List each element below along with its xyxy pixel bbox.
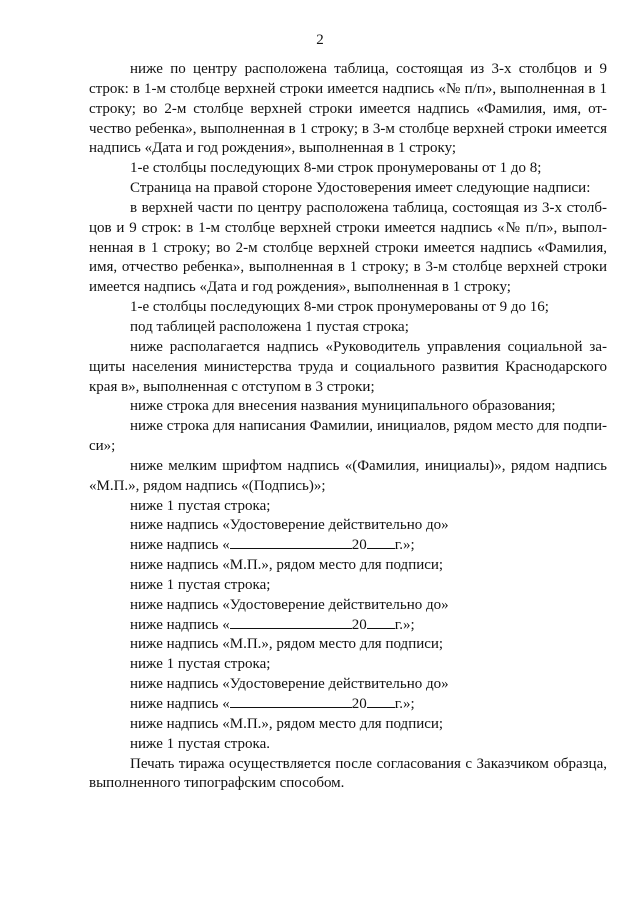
paragraph: 1-е столбцы последующих 8-ми строк пронумерованы от 1 до 8;: [130, 160, 542, 177]
date-blank: [230, 695, 352, 708]
paragraph: ниже надпись «М.П.», рядом место для подписи;: [130, 636, 444, 653]
date-blank: [367, 695, 395, 708]
paragraph: ниже по центру расположена таблица, состоящая из 3-х столбцов и 9 строк: в 1-м столбце верхней строки имеется надпись «№ п/п», выполненная в 1 строку; во 2-м столбце верхней строки имеется надпись «Фамилия, имя, отчество ребенка», выполненная в 1 строку; в 3-м столбце верхней строки имеется надпись «Дата и год рождения», выполненная в 1 строку;: [89, 61, 607, 157]
date-blank: [367, 616, 395, 629]
page-number: 2: [316, 32, 324, 48]
date-line: ниже надпись « 20 г.»;: [130, 616, 415, 633]
paragraph: ниже располагается надпись «Руководитель управления социальной защиты населения министерства труда и социального развития Краснодарского края в», выполненная с отступом в 3 строки;: [89, 338, 607, 395]
date-line: ниже надпись « 20 г.»;: [130, 696, 415, 712]
paragraph: под таблицей расположена 1 пустая строка;: [130, 318, 409, 335]
date-blank: [367, 536, 395, 549]
document-body: [89, 60, 607, 794]
paragraph: Страница на правой стороне Удостоверения имеет следующие надписи:: [130, 180, 591, 197]
date-blank: [230, 616, 352, 629]
paragraph: ниже 1 пустая строка;: [130, 656, 271, 673]
paragraph: ниже 1 пустая строка;: [130, 576, 271, 593]
paragraph: ниже надпись «М.П.», рядом место для подписи;: [130, 715, 444, 732]
date-line: ниже надпись « 20 г.»;: [130, 537, 415, 554]
paragraph: ниже надпись «Удостоверение действительно до»: [130, 517, 449, 534]
paragraph: ниже строка для написания Фамилии, инициалов, рядом место для подписи»;: [89, 418, 607, 455]
paragraph: 1-е столбцы последующих 8-ми строк пронумерованы от 9 до 16;: [130, 299, 549, 316]
paragraph: в верхней части по центру расположена таблица, состоящая из 3-х столбцов и 9 строк: в 1-м столбце верхней строки имеется надпись «№ п/п», выполненная в 1 строку; во 2-м столбце верхней строки имеется надпись «Фамилия, имя, отчество ребенка», выполненная в 1 строку; в 3-м столбце верхней строки имеется надпись «Дата и год рождения», выполненная в 1 строку;: [89, 199, 607, 296]
paragraph: ниже надпись «М.П.», рядом место для подписи;: [130, 557, 444, 574]
paragraph: Печать тиража осуществляется после согласования с Заказчиком образца, выполненного типографским способом.: [89, 755, 607, 792]
paragraph: ниже 1 пустая строка.: [130, 735, 270, 752]
date-blank: [230, 536, 352, 549]
paragraph: ниже строка для внесения названия муниципального образования;: [130, 398, 556, 415]
paragraph: ниже мелким шрифтом надпись «(Фамилия, инициалы)», рядом надпись «М.П.», рядом надпись «(Подпись)»;: [89, 457, 607, 494]
paragraph: ниже 1 пустая строка;: [130, 497, 271, 514]
paragraph: ниже надпись «Удостоверение действительно до»: [130, 596, 449, 613]
paragraph: ниже надпись «Удостоверение действительно до»: [130, 676, 449, 693]
